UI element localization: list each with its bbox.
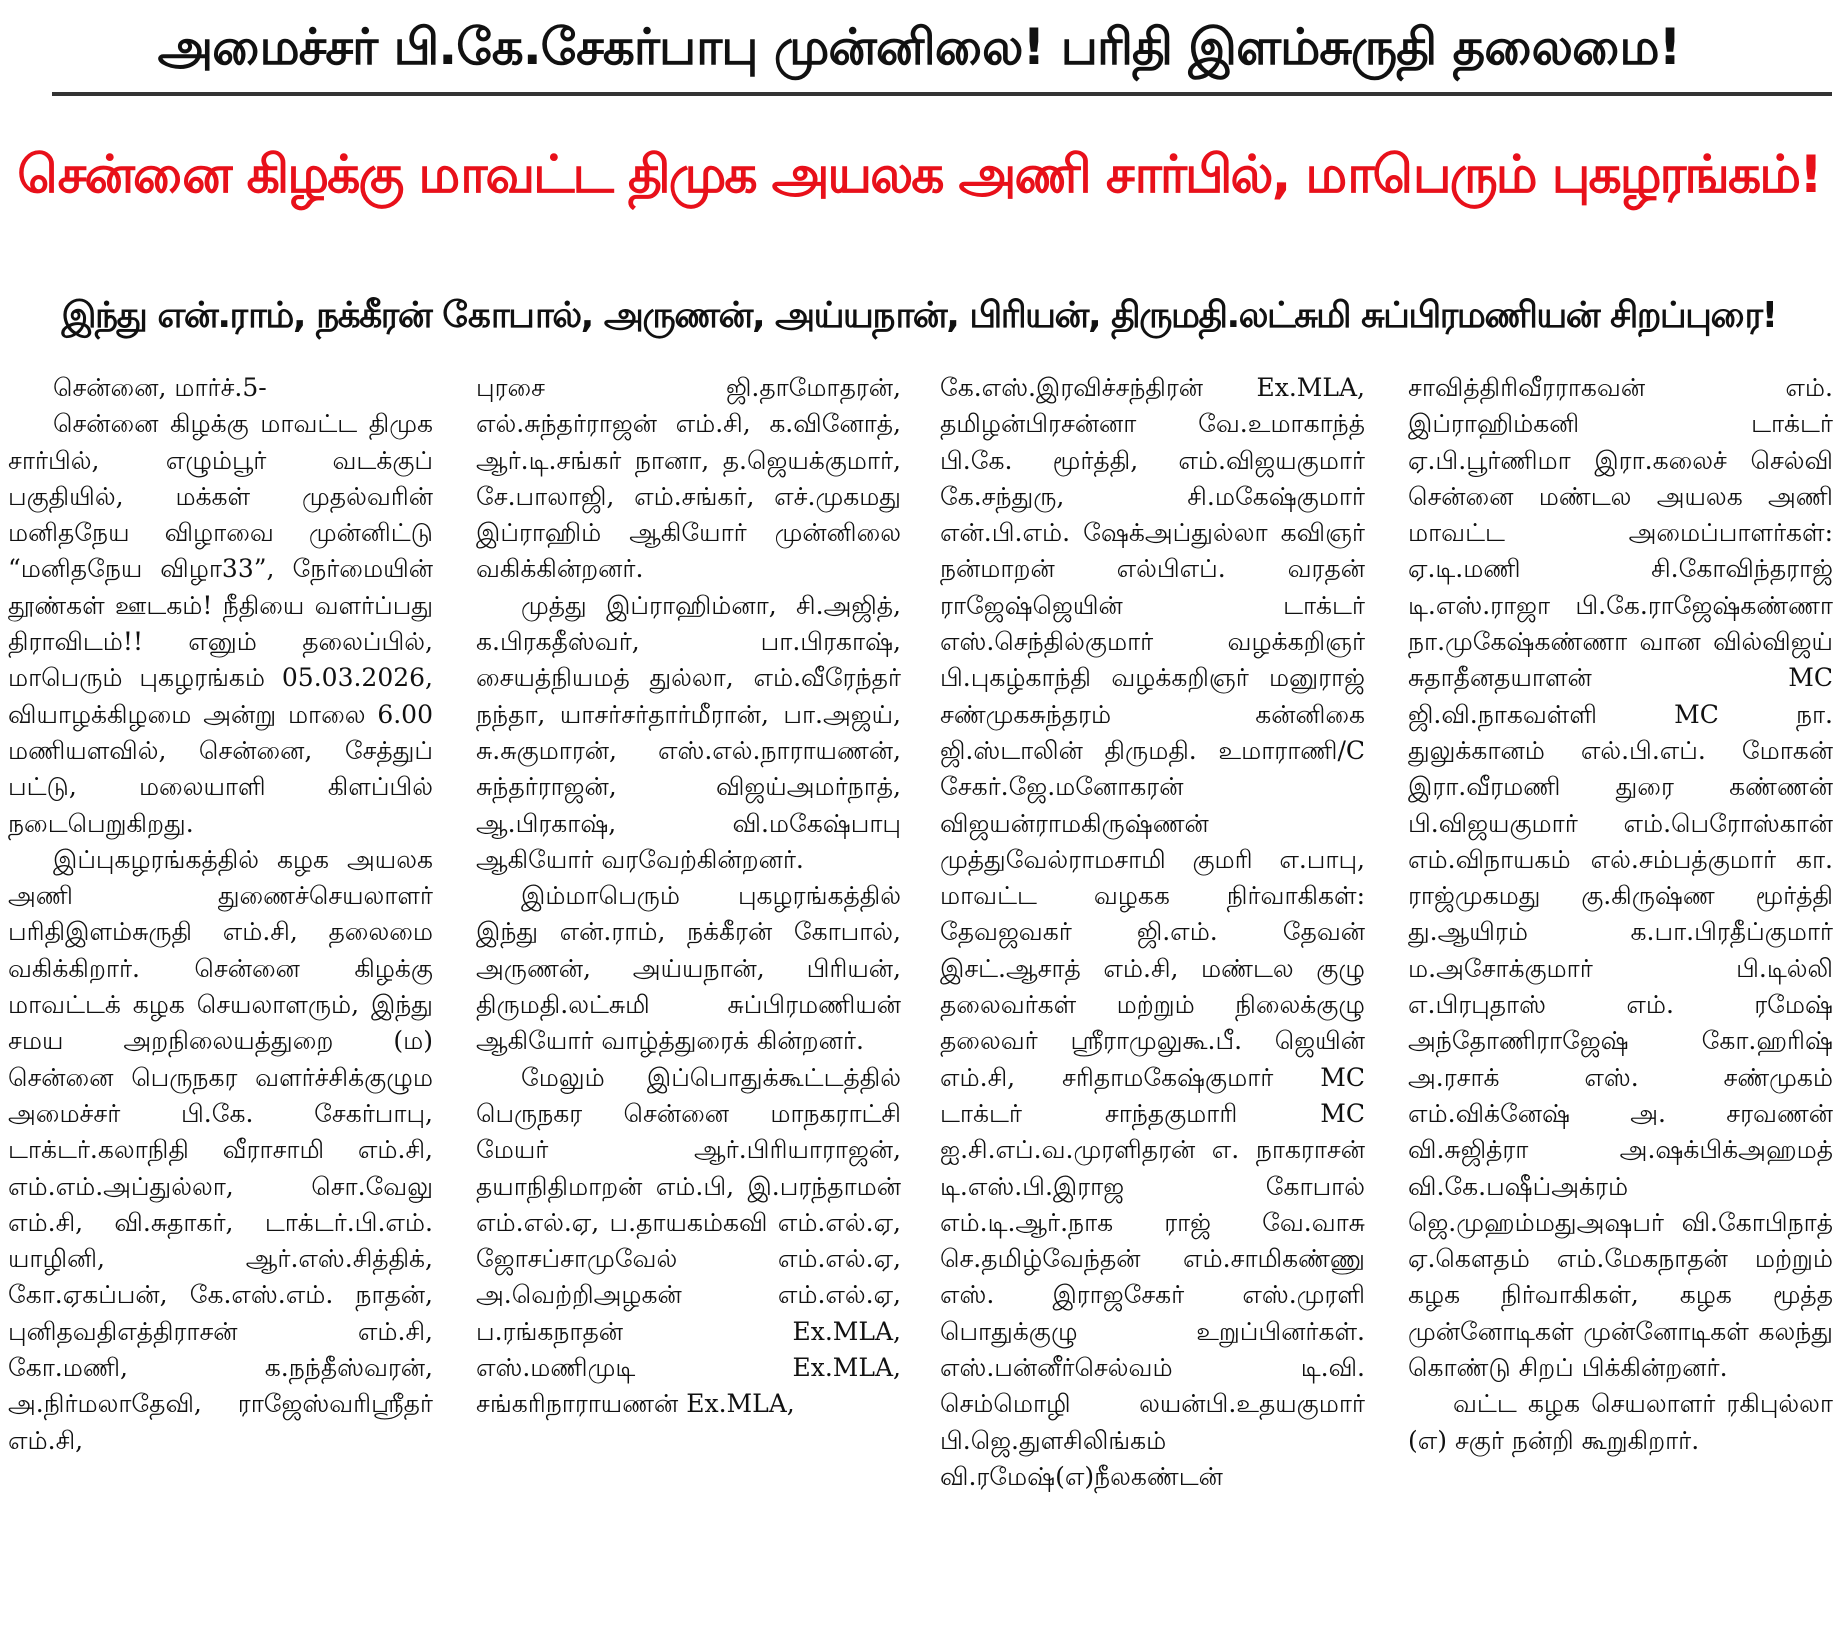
dateline: சென்னை, மார்ச்.5- xyxy=(53,373,267,402)
article-paragraph: சாவித்திரிவீரராகவன் எம். இப்ராஹிம்கனி டாக்டர் ஏ.பி.பூர்ணிமா இரா.கலைச் செல்வி சென்னை மண்டல அயலக அணி மாவட்ட அமைப்பாளர்கள்: ஏ.டி.மணி சி.கோவிந்தராஜ் டி.எஸ்.ராஜா பி.கே.ராஜேஷ்கண்ணா நா.முகேஷ்கண்ணா வான வில்விஜய் சுதாதீனதயாளன் MC ஜி.வி.நாகவள்ளி MC நா. துலுக்கானம் எல்.பி.எப். மோகன் இரா.வீரமணி துரை கண்ணன் பி.விஜயகுமார் எம்.பெரோஸ்கான் எம்.விநாயகம் எல்.சம்பத்குமார் கா. ராஜ்முகமது கு.கிருஷ்ண மூர்த்தி து.ஆயிரம் க.பா.பிரதீப்குமார் ம.அசோக்குமார் பி.டில்லி எ.பிரபுதாஸ் எம். ரமேஷ் அந்தோணிராஜேஷ் கோ.ஹரிஷ் அ.ரசாக் எஸ். சண்முகம் எம்.விக்னேஷ் அ. சரவணன் வி.சுஜித்ரா அ.ஷக்பிக்அஹமத் வி.கே.பஷீப்அக்ரம் ஜெ.முஹம்மதுஅஷபர் வி.கோபிநாத் ஏ.கௌதம் எம்.மேகநாதன் மற்றும் கழக நிர்வாகிகள், கழக மூத்த முன்னோடிகள் முன்னோடிகள் கலந்து கொண்டு சிறப் பிக்கின்றனர். xyxy=(1408,373,1833,1383)
article-paragraph: இம்மாபெரும் புகழரங்கத்தில் இந்து என்.ராம், நக்கீரன் கோபால், அருணன், அய்யநான், பிரியன், திருமதி.லட்சுமி சுப்பிரமணியன் ஆகியோர் வாழ்த்துரைக் கின்றனர். xyxy=(476,881,901,1056)
article-column-1 xyxy=(8,370,433,1635)
article-paragraph: மேலும் இப்பொதுக்கூட்டத்தில் பெருநகர சென்னை மாநகராட்சி மேயர் ஆர்.பிரியாராஜன், தயாநிதிமாறன் எம்.பி, இ.பரந்தாமன் எம்.எல்.ஏ, ப.தாயகம்கவி எம்.எல்.ஏ, ஜோசப்சாமுவேல் எம்.எல்.ஏ, அ.வெற்றிஅழகன் எம்.எல்.ஏ, ப.ரங்கநாதன் Ex.MLA, எஸ்.மணிமுடி Ex.MLA, சங்கரிநாராயணன் Ex.MLA, xyxy=(476,1062,901,1419)
headline-top: அமைச்சர் பி.கே.சேகர்பாபு முன்னிலை! பரிதி இளம்சுருதி தலைமை! xyxy=(157,18,1681,76)
article-paragraph: இப்புகழரங்கத்தில் கழக அயலக அணி துணைச்செயலாளர் பரிதிஇளம்சுருதி எம்.சி, தலைமை வகிக்கிறார். சென்னை கிழக்கு மாவட்டக் கழக செயலாளரும், இந்து சமய அறநிலையத்துறை (ம) சென்னை பெருநகர வளர்ச்சிக்குழும அமைச்சர் பி.கே. சேகர்பாபு, டாக்டர்.கலாநிதி வீராசாமி எம்.சி, எம்.எம்.அப்துல்லா, சொ.வேலு எம்.சி, வி.சுதாகர், டாக்டர்.பி.எம். யாழினி, ஆர்.எஸ்.சித்திக், கோ.ஏகப்பன், கே.எஸ்.எம். நாதன், புனிதவதிஎத்திராசன் எம்.சி, கோ.மணி, க.நந்தீஸ்வரன், அ.நிர்மலாதேவி, ராஜேஸ்வரிஸ்ரீதர் எம்.சி, xyxy=(8,844,433,1455)
article-column-2 xyxy=(476,370,901,1635)
article-column-4 xyxy=(1408,370,1833,1635)
article-paragraph: சென்னை கிழக்கு மாவட்ட திமுக சார்பில், எழும்பூர் வடக்குப் பகுதியில், மக்கள் முதல்வரின் மனிதநேய விழாவை முன்னிட்டு “மனிதநேய விழா33”, நேர்மையின் தூண்கள் ஊடகம்! நீதியை வளர்ப்பது திராவிடம்!! எனும் தலைப்பில், மாபெரும் புகழரங்கம் 05.03.2026, வியாழக்கிழமை அன்று மாலை 6.00 மணியளவில், சென்னை, சேத்துப் பட்டு, மலையாளி கிளப்பில் நடைபெறுகிறது. xyxy=(8,409,433,838)
headline-sub: இந்து என்.ராம், நக்கீரன் கோபால், அருணன், அய்யநான், பிரியன், திருமதி.லட்சுமி சுப்பிரமணியன் சிறப்புரை! xyxy=(61,295,1777,336)
article-column-3 xyxy=(940,370,1365,1635)
article-paragraph: முத்து இப்ராஹிம்னா, சி.அஜித், க.பிரகதீஸ்வர், பா.பிரகாஷ், சையத்நியமத் துல்லா, எம்.வீரேந்தர் நந்தா, யாசர்சர்தார்மீரான், பா.அஜய், சு.சுகுமாரன், எஸ்.எல்.நாராயணன், சுந்தர்ராஜன், விஜய்அமர்நாத், ஆ.பிரகாஷ், வி.மகேஷ்பாபு ஆகியோர் வரவேற்கின்றனர். xyxy=(476,590,901,874)
headline-divider xyxy=(52,92,1832,96)
article-paragraph: கே.எஸ்.இரவிச்சந்திரன் Ex.MLA, தமிழன்பிரசன்னா வே.உமாகாந்த் பி.கே. மூர்த்தி, எம்.விஜயகுமார் கே.சந்துரு, சி.மகேஷ்குமார் என்.பி.எம். ஷேக்அப்துல்லா கவிஞர் நன்மாறன் எல்பிஎப். வரதன் ராஜேஷ்ஜெயின் டாக்டர் எஸ்.செந்தில்குமார் வழக்கறிஞர் பி.புகழ்காந்தி வழக்கறிஞர் மனுராஜ் சண்முகசுந்தரம் கன்னிகை ஜி.ஸ்டாலின் திருமதி. உமாராணி/C சேகர்.ஜே.மனோகரன் விஜயன்ராமகிருஷ்ணன் முத்துவேல்ராமசாமி குமரி எ.பாபு, மாவட்ட வழகக நிர்வாகிகள்: தேவஜவகர் ஜி.எம். தேவன் இசட்.ஆசாத் எம்.சி, மண்டல குழு தலைவர்கள் மற்றும் நிலைக்குழு தலைவர் ஸ்ரீராமுலுகூ.பீ. ஜெயின் எம்.சி, சரிதாமகேஷ்குமார் MC டாக்டர் சாந்தகுமாரி MC ஐ.சி.எப்.வ.முரளிதரன் எ. நாகராசன் டி.எஸ்.பி.இராஜ கோபால் எம்.டி.ஆர்.நாக ராஜ் வே.வாசு செ.தமிழ்வேந்தன் எம்.சாமிகண்ணு எஸ். இராஜசேகர் எஸ்.முரளி பொதுக்குழு உறுப்பினர்கள். எஸ்.பன்னீர்செல்வம் டி.வி. செம்மொழி லயன்பி.உதயகுமார் பி.ஜெ.துளசிலிங்கம் வி.ரமேஷ்(எ)நீலகண்டன் xyxy=(940,373,1365,1491)
headline-main: சென்னை கிழக்கு மாவட்ட திமுக அயலக அணி சார்பில், மாபெரும் புகழரங்கம்! xyxy=(17,145,1821,205)
article-paragraph: புரசை ஜி.தாமோதரன், எல்.சுந்தர்ராஜன் எம்.சி, க.வினோத், ஆர்.டி.சங்கர் நானா, த.ஜெயக்குமார், சே.பாலாஜி, எம்.சங்கர், எச்.முகமது இப்ராஹிம் ஆகியோர் முன்னிலை வகிக்கின்றனர். xyxy=(476,373,901,584)
article-paragraph: வட்ட கழக செயலாளர் ரகிபுல்லா (எ) சகுர் நன்றி கூறுகிறார். xyxy=(1408,1389,1833,1455)
